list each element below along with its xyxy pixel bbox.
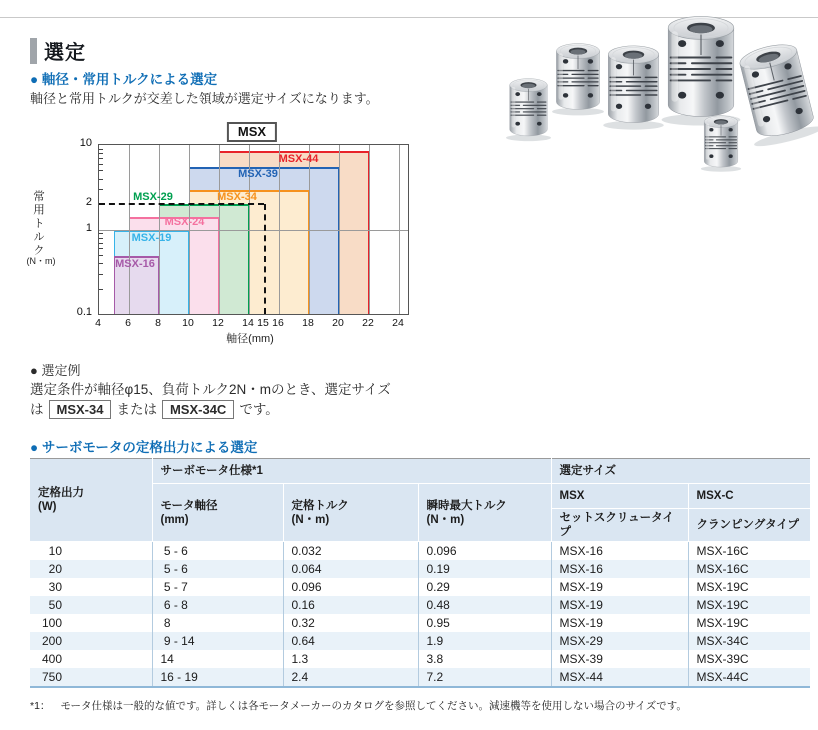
table-cell: MSX-44C [688,668,810,687]
y-minor-tick [99,263,103,264]
y-minor-tick [99,243,103,244]
x-tick-label: 12 [212,317,224,329]
x-tick-label: 16 [272,317,284,329]
col-header-selection-size: 選定サイズ [551,459,810,484]
table-cell: MSX-19 [551,596,688,614]
y-minor-tick [99,153,103,154]
table-cell: 100 [41,616,62,630]
chart-region-label: MSX-19 [131,232,172,244]
x-tick-label: 6 [125,317,131,329]
y-minor-tick [99,274,103,275]
part-number-box-msx34c: MSX-34C [162,400,234,419]
x-tick-label: 18 [302,317,314,329]
table-cell: 0.19 [418,560,551,578]
table-cell: 0.48 [418,596,551,614]
table-body [30,542,810,688]
chart-x-axis-label: 軸径(mm) [226,333,274,345]
table-cell: 16 - 19 [152,668,283,687]
example-heading: ● 選定例 [30,363,81,378]
table-cell: MSX-16 [551,542,688,561]
x-tick-label: 15 [257,317,269,329]
table-cell: 3.8 [418,650,551,668]
chart-plot [98,144,409,315]
x-tick-label: 4 [95,317,101,329]
table-cell: 1.3 [283,650,418,668]
y-minor-tick [99,179,103,180]
y-minor-tick [99,255,103,256]
table-cell: 400 [41,652,62,666]
servo-selection-table [30,458,810,688]
x-tick-label: 20 [332,317,344,329]
table-cell: 5 - 6 [152,560,283,578]
page-title: 選定 [44,42,86,64]
table-row [30,632,810,650]
section-heading-shaft-torque: ● 軸径・常用トルクによる選定 [30,72,218,87]
footnote [30,698,687,713]
col-header-rated-output: 定格出力 (W) [30,459,152,542]
example-dashed-shaft-line [264,204,266,314]
table-cell: 200 [41,634,62,648]
x-tick-label: 14 [242,317,254,329]
chart-y-axis-unit: (N・m) [26,256,56,266]
table-cell: MSX-16 [551,560,688,578]
table-row [30,668,810,687]
table-cell: MSX-16C [688,542,810,561]
table-cell: 5 - 6 [152,542,283,561]
y-minor-tick [99,189,103,190]
table-row [30,542,810,561]
table-cell: 0.096 [283,578,418,596]
table-cell: 0.032 [283,542,418,561]
col-header-rated-torque: 定格トルク (N・m) [283,484,418,542]
table-cell: 0.64 [283,632,418,650]
table-row [30,650,810,668]
table-row [30,596,810,614]
selection-chart [20,118,420,353]
table-cell: 0.096 [418,542,551,561]
y-tick-label: 2 [85,196,92,209]
table-row [30,560,810,578]
footnote-text: モータ仕様は一般的な値です。詳しくは各モータメーカーのカタログを参照してください。減速機等を使用しない場合のサイズです。 [60,700,687,712]
table-cell: 14 [152,650,283,668]
chart-region-label: MSX-16 [115,258,155,270]
table-cell: 8 [152,614,283,632]
y-tick-label: 1 [85,221,92,234]
gridline [99,230,408,231]
y-tick-label: 0.1 [76,306,92,318]
example-line2-suffix: です。 [239,402,279,417]
chart-region-label: MSX-34 [217,191,257,203]
table-cell: 5 - 7 [152,578,283,596]
col-header-msx: MSX [551,484,688,509]
table-cell: 20 [48,562,62,576]
part-number-box-msx34: MSX-34 [49,400,112,419]
section-heading-servo-output: ● サーボモータの定格出力による選定 [30,440,258,455]
table-cell: 2.4 [283,668,418,687]
y-minor-tick [99,289,103,290]
y-minor-tick [99,233,103,234]
y-minor-tick [99,238,103,239]
y-minor-tick [99,158,103,159]
table-row [30,578,810,596]
title-accent-bar [30,38,37,64]
example-line2-prefix: は [30,402,44,417]
table-cell: MSX-39C [688,650,810,668]
y-minor-tick [99,149,103,150]
table-cell: 0.16 [283,596,418,614]
table-cell: MSX-34C [688,632,810,650]
col-header-msxc-type: クランピングタイプ [688,509,810,542]
table-cell: 0.29 [418,578,551,596]
table-cell: MSX-39 [551,650,688,668]
y-minor-tick [99,248,103,249]
col-header-shaft-dia: モータ軸径 (mm) [152,484,283,542]
section-body-text: 軸径と常用トルクが交差した領域が選定サイズになります。 [30,91,379,106]
x-tick-label: 8 [155,317,161,329]
table-row [30,614,810,632]
table-cell: 750 [41,670,62,684]
table-cell: MSX-29 [551,632,688,650]
chart-title-box: MSX [227,122,277,142]
x-tick-label: 24 [392,317,404,329]
example-dashed-torque-line [99,203,264,205]
table-cell: 50 [48,598,62,612]
y-minor-tick [99,170,103,171]
table-cell: 10 [48,544,62,558]
table-cell: MSX-16C [688,560,810,578]
col-header-msx-type: セットスクリュータイプ [551,509,688,542]
example-line2 [30,398,279,419]
x-tick-label: 10 [182,317,194,329]
table-cell: 0.064 [283,560,418,578]
x-tick-label: 22 [362,317,374,329]
col-header-max-torque: 瞬時最大トルク (N・m) [418,484,551,542]
chart-y-axis-label: 常用トルク [32,190,44,258]
table-cell: MSX-19C [688,614,810,632]
chart-region-label: MSX-44 [278,153,319,165]
table-cell: MSX-44 [551,668,688,687]
table-cell: 7.2 [418,668,551,687]
y-minor-tick [99,164,103,165]
example-line2-middle: または [116,402,157,417]
chart-region-label: MSX-39 [238,168,278,180]
chart-region-label: MSX-29 [133,191,173,203]
table-cell: 6 - 8 [152,596,283,614]
table-cell: 0.32 [283,614,418,632]
col-header-servo-spec: サーボモータ仕様*1 [152,459,551,484]
table-cell: MSX-19 [551,578,688,596]
col-header-msxc: MSX-C [688,484,810,509]
chart-region-label: MSX-24 [164,216,205,228]
table-cell: 1.9 [418,632,551,650]
table-cell: MSX-19 [551,614,688,632]
footnote-label: *1： [30,700,51,712]
example-line1: 選定条件が軸径φ15、負荷トルク2N・mのとき、選定サイズ [30,382,391,397]
table-cell: 9 - 14 [152,632,283,650]
y-tick-label: 10 [79,137,92,149]
top-divider [0,17,818,18]
table-cell: MSX-19C [688,578,810,596]
table-cell: MSX-19C [688,596,810,614]
table-cell: 30 [48,580,62,594]
table-cell: 0.95 [418,614,551,632]
